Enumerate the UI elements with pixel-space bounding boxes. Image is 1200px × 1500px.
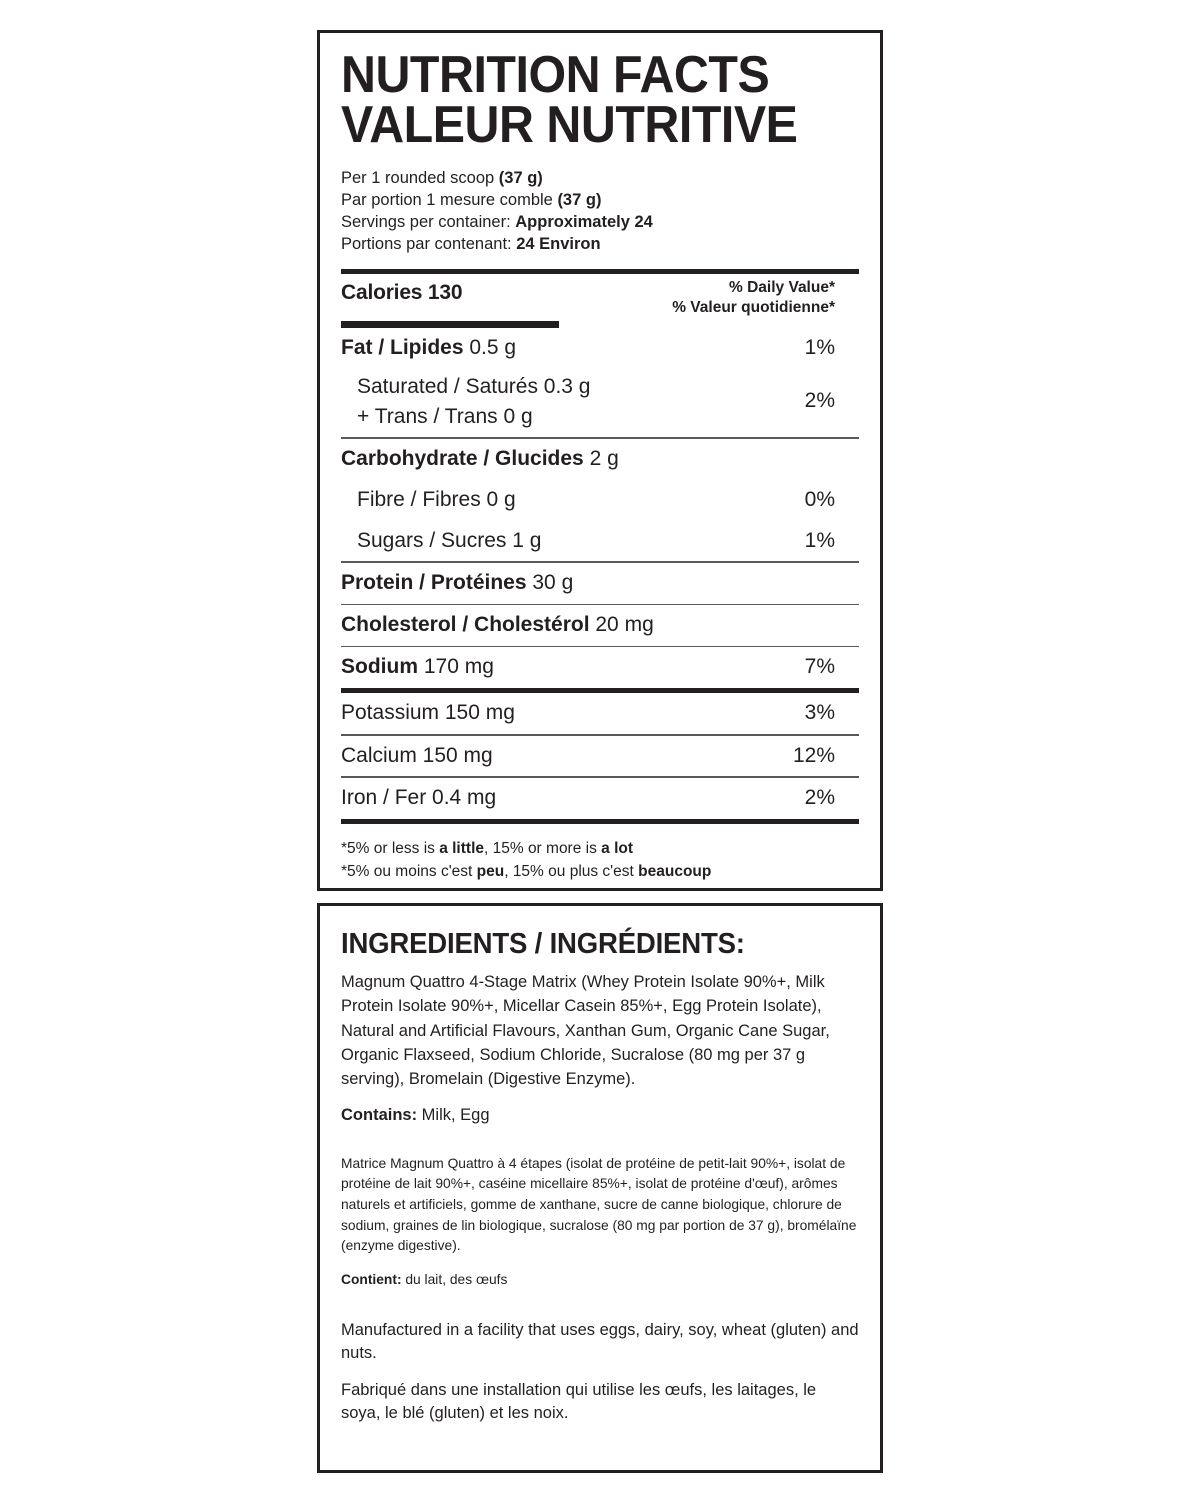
sodium-daily-value: 7% [804,655,835,679]
servings-per-container-fr [341,233,859,255]
fibre-row [341,480,859,521]
calories-cell [341,278,462,308]
footnote-fr-peu: peu [476,862,505,880]
fat-daily-value: 1% [804,335,835,359]
contains-fr-label: Contient: [341,1271,402,1287]
ingredients-body-fr: Matrice Magnum Quattro à 4 étapes (isolat de protéine de petit-lait 90%+, isolat de protéine de lait 90%+, caséine micellaire 85%+, isolat de protéine d'œuf), arômes naturels et artificiels, gomme de xanthane, sucre de canne biologique, chlorure de sodium, graines de lin biologique, sucralose (80 mg par portion de 37 g), bromélaïne (enzyme digestive). [341,1155,857,1254]
serving-size-fr [341,189,859,211]
calcium-daily-value: 12% [792,743,835,767]
sodium-amount: 170 mg [418,655,494,679]
contains-fr-value: du lait, des œufs [401,1271,508,1287]
saturated-trans-cell [341,372,590,432]
sodium-label: Sodium [341,655,418,679]
carbohydrate-cell [341,444,619,474]
iron-label: Iron / Fer 0.4 mg [341,785,497,809]
sodium-cell [341,652,494,682]
serving-size-en-text: Per 1 rounded scoop [341,168,499,187]
footnote-fr-mid: , 15% ou plus c'est [504,862,639,880]
servings-en-text: Servings per container: [341,213,516,232]
calcium-label: Calcium 150 mg [341,743,493,767]
facility-warning-en: Manufactured in a facility that uses eggs, dairy, soy, wheat (gluten) and nuts. [341,1320,859,1362]
cholesterol-cell [341,610,654,640]
nutrition-title-block [341,33,859,155]
footnote-en-pre: *5% or less is [341,839,440,857]
sodium-row [341,647,859,688]
serving-size-en [341,167,859,189]
contains-en-label: Contains: [341,1106,418,1125]
iron-row [341,778,859,819]
fibre-label: Fibre / Fibres 0 g [357,487,516,511]
serving-size-en-weight: (37 g) [498,168,543,187]
fat-cell [341,333,516,363]
footnote-en-little: a little [439,839,484,857]
protein-row [341,563,859,604]
potassium-row [341,693,859,734]
footnote-en-lot: a lot [601,839,634,857]
servings-fr-text: Portions par contenant: [341,235,517,254]
nutrition-facts-panel [317,30,883,891]
fat-amount: 0.5 g [463,335,517,359]
servings-fr-count: 24 Environ [516,235,601,254]
calcium-row [341,736,859,777]
servings-per-container-en [341,211,859,233]
calories-label: Calories [341,281,423,305]
nutrition-title-fr: VALEUR NUTRITIVE [341,96,798,155]
trans-fat-label: + Trans / Trans 0 g [357,404,533,428]
cholesterol-row [341,605,859,646]
fat-row [341,328,859,369]
daily-value-footnote [341,837,859,884]
ingredients-body-en: Magnum Quattro 4-Stage Matrix (Whey Protein Isolate 90%+, Milk Protein Isolate 90%+, Micellar Casein 85%+, Egg Protein Isolate), Natural and Artificial Flavours, Xanthan Gum, Organic Cane Sugar, Organic Flaxseed, Sodium Chloride, Sucralose (80 mg per 37 g serving), Bromelain (Digestive Enzyme). [341,973,830,1088]
cholesterol-label: Cholesterol / Cholestérol [341,613,590,637]
saturated-fat-label: Saturated / Saturés 0.3 g [357,374,591,398]
fibre-daily-value: 0% [804,487,835,511]
footnote-fr-beaucoup: beaucoup [638,862,712,880]
cholesterol-amount: 20 mg [589,613,654,637]
ingredients-title: INGREDIENTS / INGRÉDIENTS: [341,928,745,960]
contains-statement-en [341,1103,859,1127]
carbohydrate-label: Carbohydrate / Glucides [341,446,584,470]
carbohydrate-row [341,439,859,480]
potassium-daily-value: 3% [804,701,835,725]
footnote-fr-pre: *5% ou moins c'est [341,862,477,880]
serving-info [341,167,859,255]
contains-statement-fr [341,1270,859,1291]
table-bottom-rule [341,819,859,824]
serving-size-fr-weight: (37 g) [557,190,602,209]
daily-value-header-en: % Daily Value* [729,279,835,297]
fat-label: Fat / Lipides [341,335,464,359]
saturated-trans-daily-value: 2% [804,388,835,412]
saturated-trans-row [341,369,859,438]
footnote-en-mid: , 15% or more is [484,839,602,857]
contains-en-value: Milk, Egg [417,1106,490,1125]
footnote-en [341,837,859,860]
sugars-row [341,521,859,562]
daily-value-header-fr: % Valeur quotidienne* [672,299,835,317]
iron-daily-value: 2% [804,785,835,809]
facility-warning-fr: Fabriqué dans une installation qui utilise les œufs, les laitages, le soya, le blé (gluten) et les noix. [341,1380,817,1422]
sugars-label: Sugars / Sucres 1 g [357,528,542,552]
serving-size-fr-text: Par portion 1 mesure comble [341,190,558,209]
nutrition-title-en: NUTRITION FACTS [341,46,770,104]
servings-en-count: Approximately 24 [515,213,653,232]
protein-label: Protein / Protéines [341,570,527,594]
carbohydrate-amount: 2 g [583,446,619,470]
nutrition-table [341,269,859,823]
daily-value-header [672,278,859,318]
calories-row [341,274,859,321]
calories-value: 130 [427,281,463,305]
ingredients-panel [317,903,883,1473]
sugars-daily-value: 1% [804,528,835,552]
protein-amount: 30 g [526,570,574,594]
footnote-fr [341,860,859,883]
calories-underline-rule [341,321,559,328]
protein-cell [341,568,573,598]
potassium-label: Potassium 150 mg [341,701,515,725]
